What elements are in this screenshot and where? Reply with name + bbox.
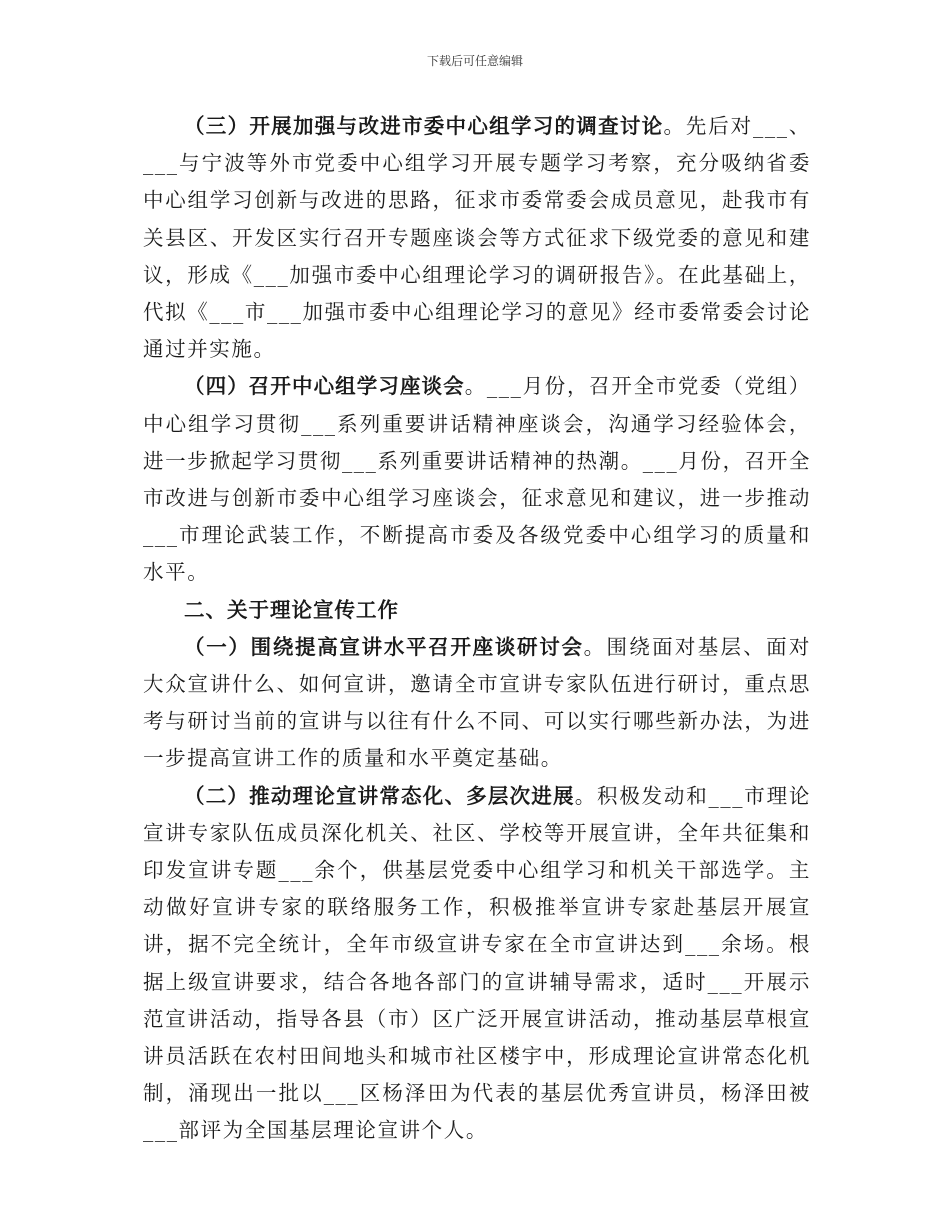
paragraph-3-survey: [143, 108, 811, 368]
paragraph-text: 。围绕面对基层、面对大众宣讲什么、如何宣讲，邀请全市宣讲专家队伍进行研讨，重点思考与研讨当前的宣讲与以往有什么不同、可以实行哪些新办法，为进一步提高宣讲工作的质量和水平奠定基础。: [143, 634, 812, 771]
paragraph-text: 。___月份，召开全市党委（党组）中心组学习贯彻___系列重要讲话精神座谈会，沟通学习经验体会，进一步掀起学习贯彻___系列重要讲话精神的热潮。___月份，召开全市改进与创新市委中心组学习座谈会，征求意见和建议，进一步推动___市理论武装工作，不断提高市委及各级党委中心组学习的质量和水平。: [143, 374, 812, 585]
paragraph-2-normalization: [143, 778, 811, 1150]
paragraph-4-symposium: [143, 368, 811, 591]
paragraph-lead: （一）围绕提高宣讲水平召开座谈研讨会: [184, 634, 584, 659]
page-header: 下载后可任意编辑: [426, 54, 523, 68]
paragraph-lead: （三）开展加强与改进市委中心组学习的调查讨论: [184, 114, 664, 138]
paragraph-text: 。先后对___、___与宁波等外市党委中心组学习开展专题学习考察，充分吸纳省委中心组学习创新与改进的思路，征求市委常委会成员意见，赴我市有关县区、开发区实行召开专题座谈会等方式征求下级党委的意见和建议，形成《___加强市委中心组理论学习的调研报告》。在此基础上，代拟《___市___加强市委中心组理论学习的意见》经市委常委会讨论通过并实施。: [143, 114, 811, 362]
paragraph-lead: （二）推动理论宣讲常态化、多层次进展: [184, 783, 575, 808]
paragraph-1-seminar: [143, 629, 811, 778]
paragraph-lead: （四）召开中心组学习座谈会: [184, 374, 465, 399]
document-body: [143, 108, 811, 1150]
section-heading-2: 二、关于理论宣传工作: [184, 597, 399, 622]
paragraph-text: 。积极发动和___市理论宣讲专家队伍成员深化机关、社区、学校等开展宣讲，全年共征集和印发宣讲专题___余个，供基层党委中心组学习和机关干部选学。主动做好宣讲专家的联络服务工作，积极推举宣讲专家赴基层开展宣讲，据不完全统计，全年市级宣讲专家在全市宣讲达到___余场。根据上级宣讲要求，结合各地各部门的宣讲辅导需求，适时___开展示范宣讲活动，指导各县（市）区广泛开展宣讲活动，推动基层草根宣讲员活跃在农村田间地头和城市社区楼宇中，形成理论宣讲常态化机制，涌现出一批以___区杨泽田为代表的基层优秀宣讲员，杨泽田被___部评为全国基层理论宣讲个人。: [143, 783, 812, 1143]
